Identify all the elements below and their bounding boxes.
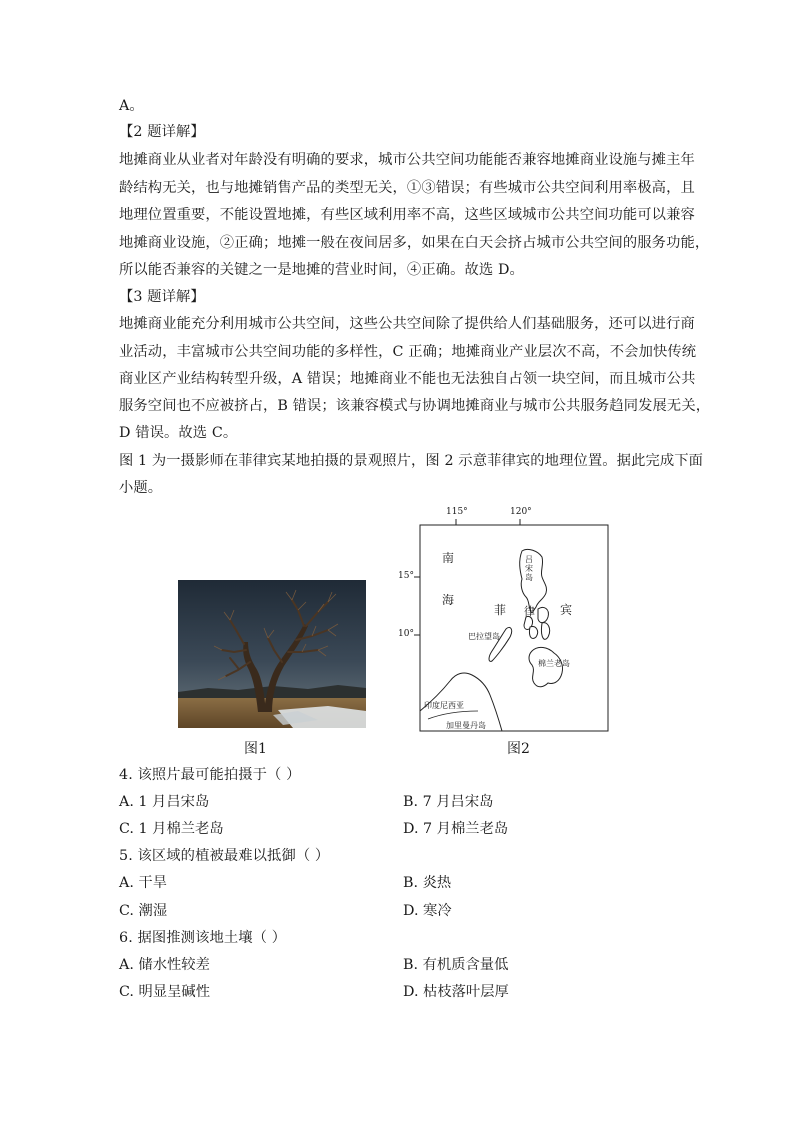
map-label-mindanao: 棉兰老岛: [538, 659, 570, 668]
lon-label: 115°: [446, 507, 468, 517]
option-a[interactable]: A. 储水性较差: [119, 957, 210, 973]
section-heading: 【2 题详解】: [119, 124, 205, 140]
option-d[interactable]: D. 7 月棉兰老岛: [403, 821, 509, 837]
text-line: 地理位置重要，不能设置地摊，有些区域利用率不高，这些区域城市公共空间功能可以兼容: [119, 207, 695, 223]
option-a[interactable]: A. 1 月吕宋岛: [119, 794, 210, 810]
text-line: 服务空间也不应被挤占，B 错误；该兼容模式与协调地摊商业与城市公共服务趋同发展无关，: [119, 398, 711, 414]
map-label-indonesia: 印度尼西亚: [424, 701, 464, 710]
option-d[interactable]: D. 枯枝落叶层厚: [403, 984, 509, 1000]
map-label-palawan: 巴拉望岛: [468, 632, 500, 641]
section-heading: 【3 题详解】: [119, 289, 205, 305]
text-line: 地摊商业能充分利用城市公共空间，这些公共空间除了提供给人们基础服务，还可以进行商: [119, 316, 695, 332]
philippines-map: [398, 505, 613, 739]
text-line: D 错误。故选 C。: [119, 425, 238, 441]
question-stem: 6. 据图推测该地土壤（ ）: [119, 930, 287, 946]
text-line: 龄结构无关，也与地摊销售产品的类型无关，①③错误；有些城市公共空间利用率极高，且: [119, 180, 695, 196]
option-c[interactable]: C. 1 月棉兰老岛: [119, 821, 224, 837]
text-line: 业活动，丰富城市公共空间功能的多样性，C 正确；地摊商业产业层次不高，不会加快传统: [119, 344, 697, 360]
option-b[interactable]: B. 有机质含量低: [403, 957, 509, 973]
option-d[interactable]: D. 寒冷: [403, 903, 452, 919]
figure-1-caption: 图1: [244, 741, 267, 757]
map-label: 宾: [560, 603, 573, 617]
text-line: 商业区产业结构转型升级，A 错误；地摊商业不能也无法独自占领一块空间，而且城市公共: [119, 371, 696, 387]
question-stem: 4. 该照片最可能拍摄于（ ）: [119, 767, 301, 783]
option-b[interactable]: B. 7 月吕宋岛: [403, 794, 494, 810]
map-label: 律: [524, 605, 535, 618]
map-label-luzon: 吕宋岛: [525, 555, 533, 582]
map-label-kalimantan: 加里曼丹岛: [446, 721, 486, 730]
option-b[interactable]: B. 炎热: [403, 875, 452, 891]
text-line: 图 1 为一摄影师在菲律宾某地拍摄的景观照片，图 2 示意菲律宾的地理位置。据此完成下面: [119, 453, 704, 469]
text-line: 所以能否兼容的关键之一是地摊的营业时间，④正确。故选 D。: [119, 262, 524, 278]
text-line: 地摊商业设施，②正确；地摊一般在夜间居多，如果在白天会挤占城市公共空间的服务功能，: [119, 235, 710, 251]
lat-label: 15°: [398, 571, 414, 581]
lon-label: 120°: [510, 507, 532, 517]
map-label: 菲: [494, 603, 507, 617]
map-label: 南: [442, 551, 455, 565]
text-line: 小题。: [119, 480, 163, 496]
figure-2-caption: 图2: [507, 741, 530, 757]
text-line: 地摊商业从业者对年龄没有明确的要求，城市公共空间功能能否兼容地摊商业设施与摊主年: [119, 152, 695, 168]
question-stem: 5. 该区域的植被最难以抵御（ ）: [119, 848, 330, 864]
lat-label: 10°: [398, 629, 414, 639]
answer-line: A。: [119, 98, 144, 114]
map-label: 海: [442, 593, 455, 607]
option-c[interactable]: C. 潮湿: [119, 903, 168, 919]
landscape-photo: [178, 580, 366, 728]
option-a[interactable]: A. 干旱: [119, 875, 168, 891]
option-c[interactable]: C. 明显呈碱性: [119, 984, 211, 1000]
